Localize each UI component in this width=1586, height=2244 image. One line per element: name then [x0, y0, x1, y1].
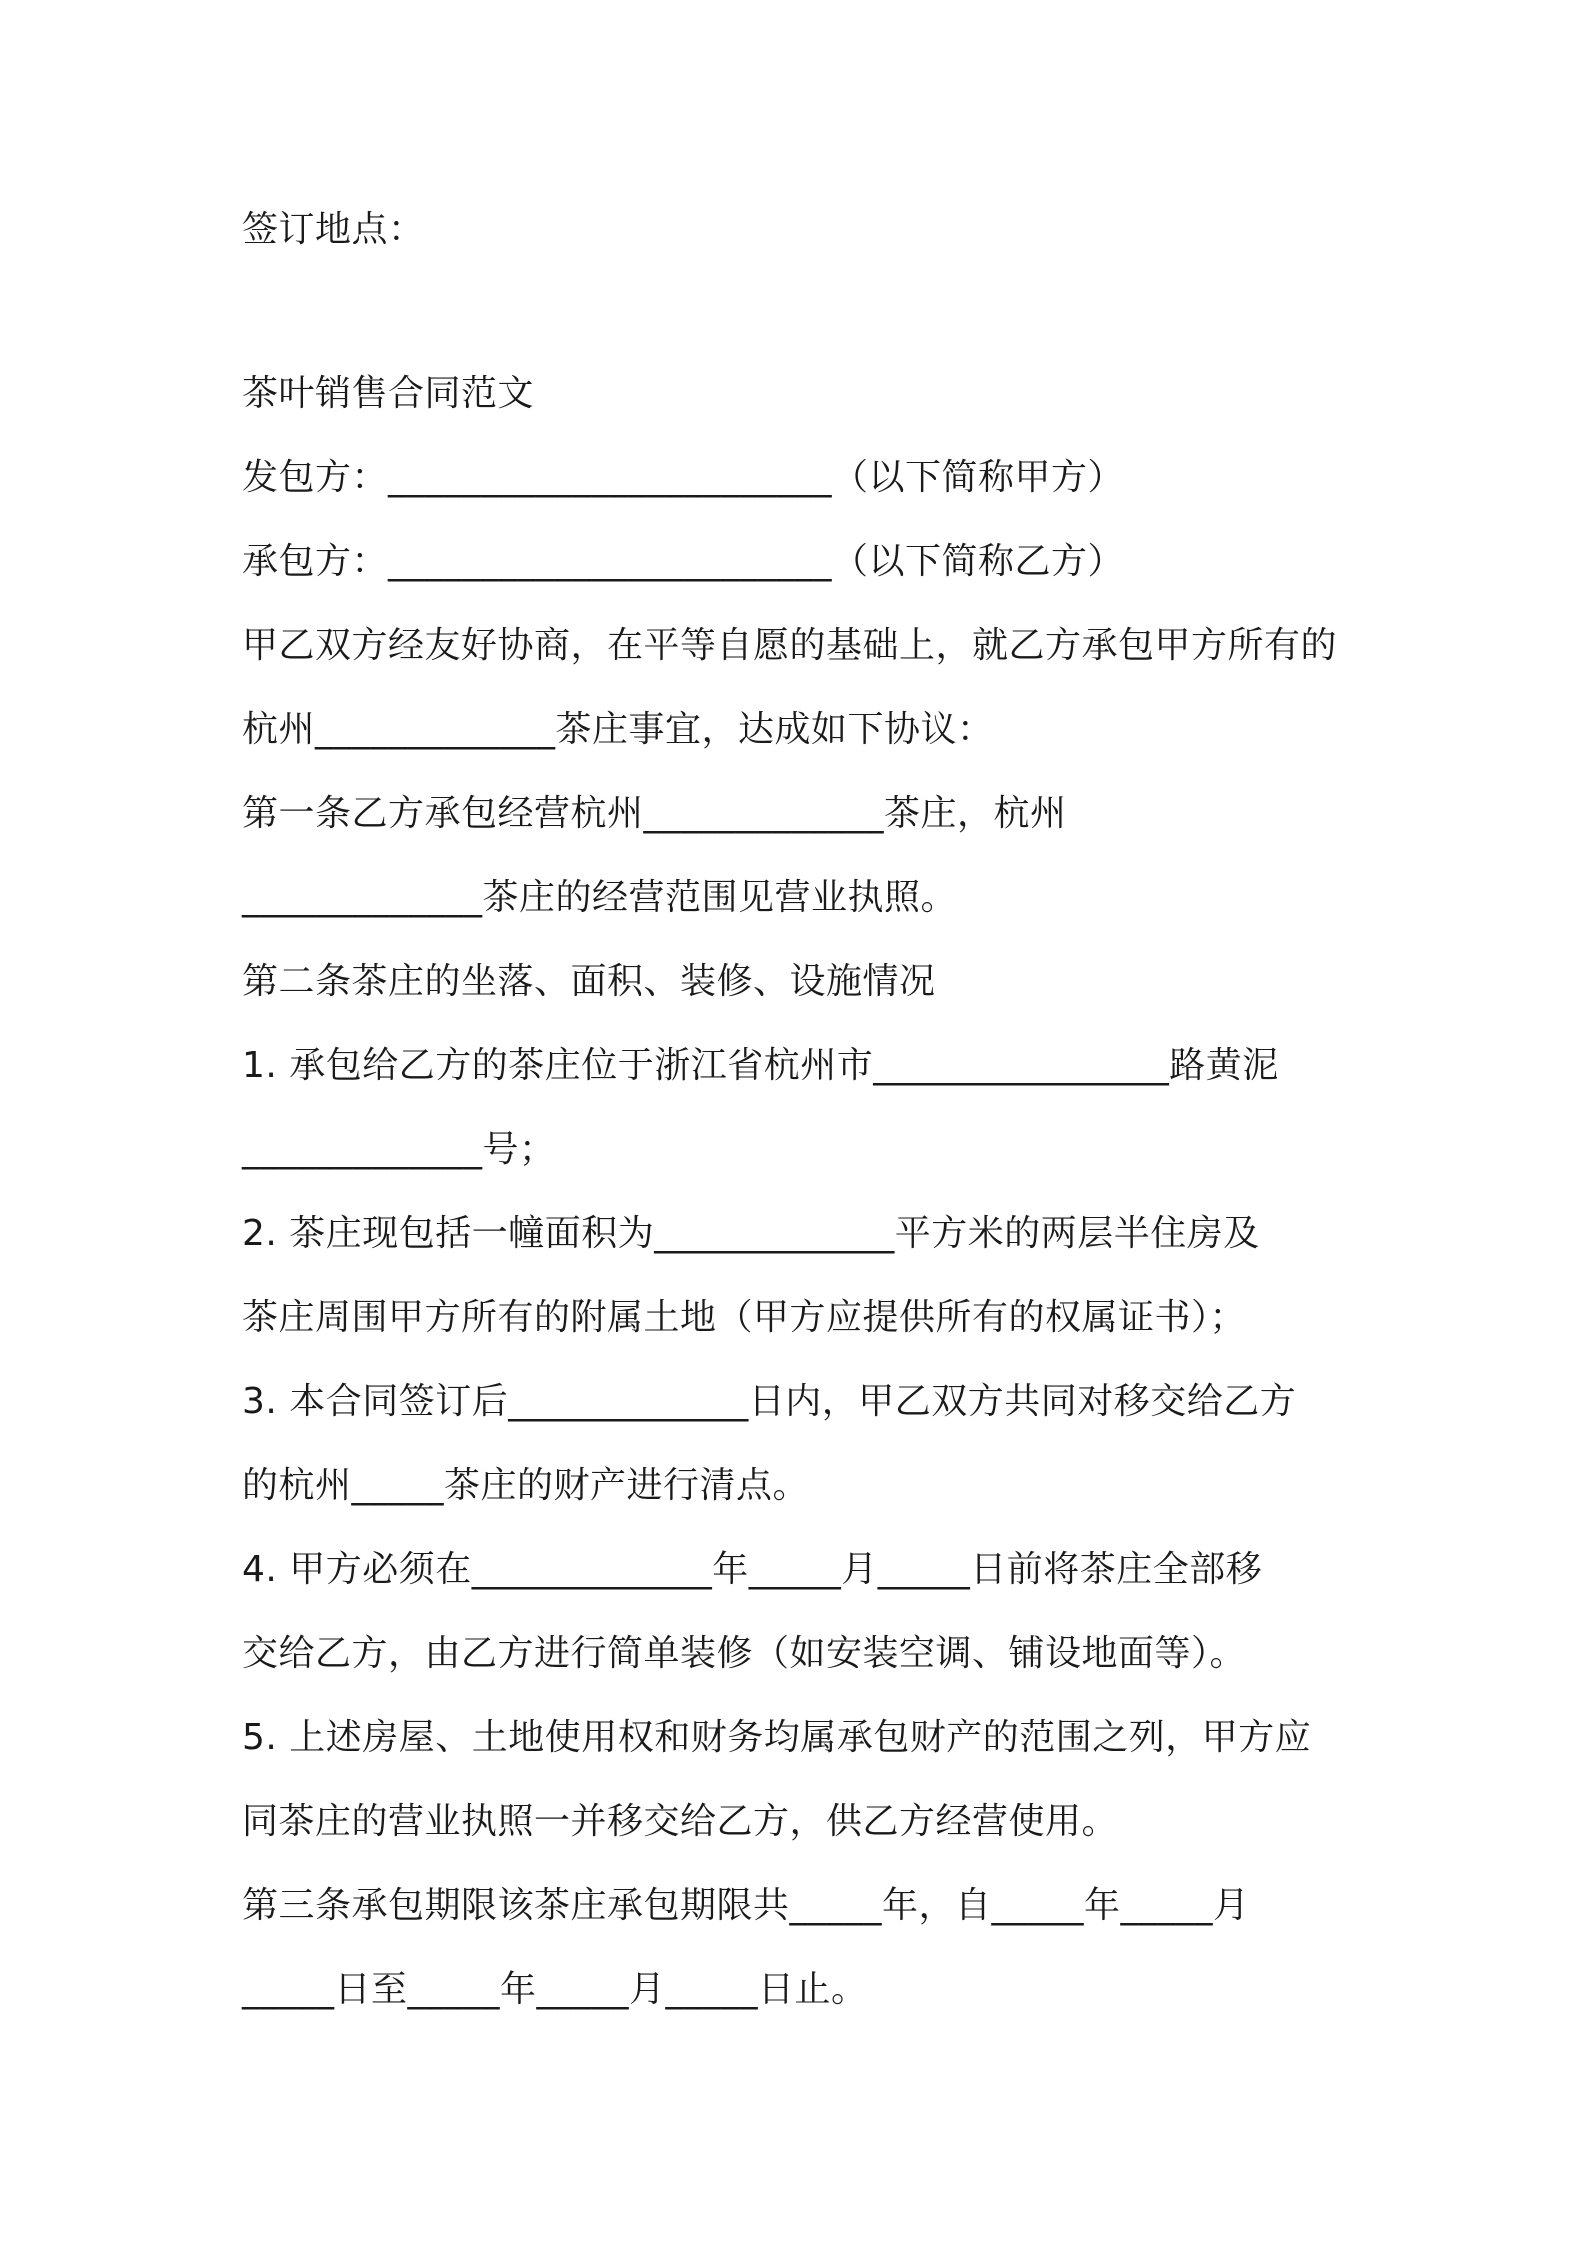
- party-b-line: 承包方：________________________（以下简称乙方）: [242, 541, 1125, 582]
- item-1-line-1: 1. 承包给乙方的茶庄位于浙江省杭州市________________路黄泥: [242, 1045, 1279, 1086]
- item-2-line-2: 茶庄周围甲方所有的附属土地（甲方应提供所有的权属证书）；: [242, 1297, 1247, 1338]
- article-2-heading: 第二条茶庄的坐落、面积、装修、设施情况: [242, 961, 936, 1002]
- item-5-line-2: 同茶庄的营业执照一并移交给乙方，供乙方经营使用。: [242, 1801, 1119, 1842]
- party-a-line: 发包方：________________________（以下简称甲方）: [242, 457, 1125, 498]
- article-1-line-1: 第一条乙方承包经营杭州_____________茶庄，杭州: [242, 793, 1067, 834]
- preamble-line-1: 甲乙双方经友好协商，在平等自愿的基础上，就乙方承包甲方所有的: [242, 625, 1338, 666]
- item-4-line-1: 4. 甲方必须在_____________年_____月_____日前将茶庄全部移: [242, 1549, 1263, 1590]
- item-4-line-2: 交给乙方，由乙方进行简单装修（如安装空调、铺设地面等）。: [242, 1633, 1247, 1674]
- article-3-line-2: _____日至_____年_____月_____日止。: [242, 1969, 868, 2010]
- preamble-line-2: 杭州_____________茶庄事宜，达成如下协议：: [242, 709, 994, 750]
- signing-location-label: 签订地点：: [242, 209, 425, 250]
- document-title: 茶叶销售合同范文: [242, 373, 535, 414]
- item-5-line-1: 5. 上述房屋、土地使用权和财务均属承包财产的范围之列，甲方应: [242, 1717, 1312, 1758]
- item-1-line-2: _____________号；: [242, 1129, 556, 1170]
- item-3-line-1: 3. 本合同签订后_____________日内，甲乙双方共同对移交给乙方: [242, 1381, 1297, 1422]
- article-3-line-1: 第三条承包期限该茶庄承包期限共_____年，自_____年_____月: [242, 1885, 1250, 1926]
- item-2-line-1: 2. 茶庄现包括一幢面积为_____________平方米的两层半住房及: [242, 1213, 1260, 1254]
- item-3-line-2: 的杭州_____茶庄的财产进行清点。: [242, 1465, 810, 1506]
- article-1-line-2: _____________茶庄的经营范围见营业执照。: [242, 877, 958, 918]
